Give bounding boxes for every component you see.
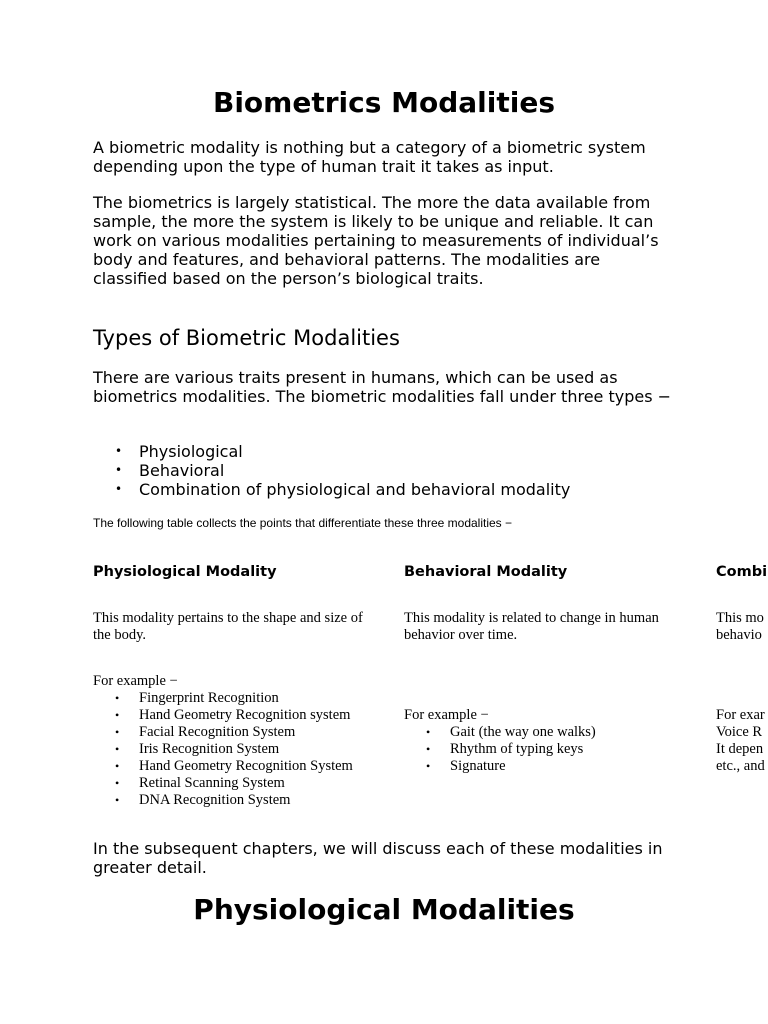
list-item: • Fingerprint Recognition xyxy=(115,690,279,706)
list-item: • Iris Recognition System xyxy=(115,741,280,757)
column-description: This mo behavio xyxy=(716,610,764,643)
list-item: • Hand Geometry Recognition system xyxy=(115,707,351,723)
intro-paragraph-2: The biometrics is largely statistical. The more the data available from sample, the more the system is likely to be unique and reliable. It can work on various modalities pertaining to measurements of individual’s body and features, and behavioral patterns. The modalities are classified based on the person’s biological traits. xyxy=(93,193,659,288)
column-heading: Combi xyxy=(716,564,768,580)
page-title: Biometrics Modalities xyxy=(212,86,555,119)
list-item: • Retinal Scanning System xyxy=(115,775,285,791)
bullet-icon: • xyxy=(115,742,120,756)
list-item: • Gait (the way one walks) xyxy=(426,724,596,740)
list-item: • Signature xyxy=(426,758,506,774)
column-description: This modality pertains to the shape and size of the body. xyxy=(93,610,363,643)
column-heading: Physiological Modality xyxy=(93,564,277,580)
column-examples: For exar Voice R It depen etc., and xyxy=(716,707,765,774)
types-list xyxy=(93,442,570,499)
bullet-icon: • xyxy=(426,742,431,756)
example-list xyxy=(404,724,694,775)
bullet-icon: • xyxy=(115,463,123,477)
bullet-icon: • xyxy=(115,444,123,458)
section-heading: Types of Biometric Modalities xyxy=(93,326,400,350)
example-list xyxy=(93,690,383,809)
list-item: • Hand Geometry Recognition System xyxy=(115,758,353,774)
example-label: For example − xyxy=(404,707,489,723)
bullet-icon: • xyxy=(115,776,120,790)
section-paragraph: There are various traits present in humans, which can be used as biometrics modalities. The biometric modalities fall under three types − xyxy=(93,368,672,406)
list-item: • Physiological xyxy=(115,442,243,461)
intro-paragraph-1: A biometric modality is nothing but a category of a biometric system depending upon the type of human trait it takes as input. xyxy=(93,138,646,176)
bullet-icon: • xyxy=(115,759,120,773)
bullet-icon: • xyxy=(115,482,123,496)
column-description: This modality is related to change in human behavior over time. xyxy=(404,610,659,643)
bullet-icon: • xyxy=(426,725,431,739)
closing-paragraph: In the subsequent chapters, we will discuss each of these modalities in greater detail. xyxy=(93,839,663,877)
bullet-icon: • xyxy=(426,759,431,773)
bullet-icon: • xyxy=(115,725,120,739)
list-item: • DNA Recognition System xyxy=(115,792,291,808)
list-item: • Combination of physiological and behavioral modality xyxy=(115,480,571,499)
bullet-icon: • xyxy=(115,793,120,807)
bullet-icon: • xyxy=(115,708,120,722)
column-heading: Behavioral Modality xyxy=(404,564,568,580)
column-examples xyxy=(404,707,694,775)
example-label: For example − xyxy=(93,673,178,689)
table-note: The following table collects the points that differentiate these three modalities − xyxy=(93,516,513,530)
list-item: • Facial Recognition System xyxy=(115,724,296,740)
list-item: • Behavioral xyxy=(115,461,225,480)
column-examples xyxy=(93,673,383,809)
bullet-icon: • xyxy=(115,691,120,705)
next-section-title: Physiological Modalities xyxy=(193,893,575,926)
list-item: • Rhythm of typing keys xyxy=(426,741,584,757)
